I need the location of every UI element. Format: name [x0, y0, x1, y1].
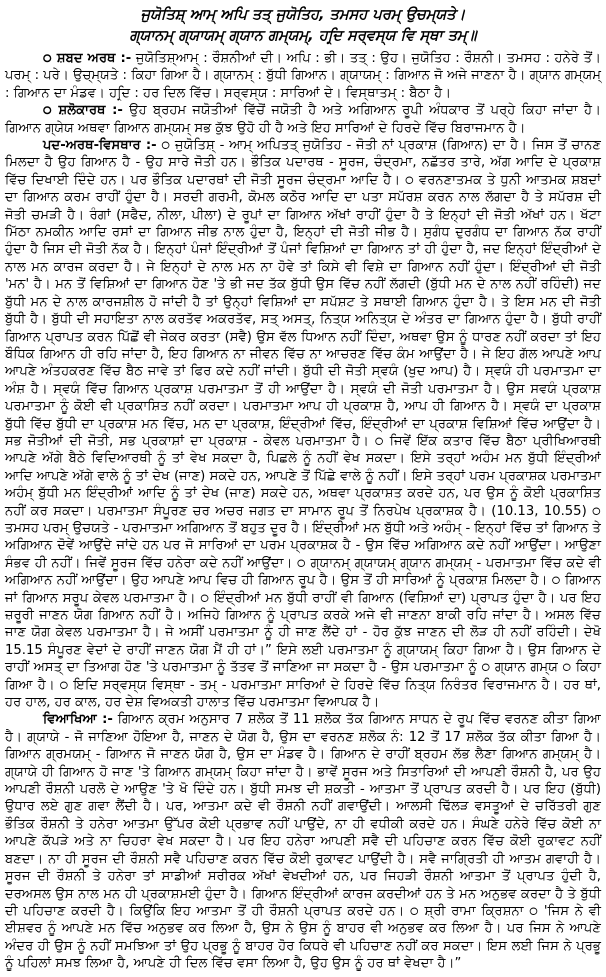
section-pad-arth-visthar-body: ੦ ਜੁਯੋਤਿਸ਼੍ - ਆਮ੍ ਅਪਿਤਤ੍ ਜੁਯੋਤਿਹ - ਜੋਤੀ ਨਾਂ ਪ੍ਰਕਾਸ਼ (ਗਿਆਨ) ਦਾ ਹੈ। ਜਿਸ ਤੋਂ ਚਾਨਣ ਮਿਲਦਾ ਹੈ ਉਹ ਗਿਆਨ ਹੈ - ਉਹ ਸਾਰੇ ਜੋਤੀ ਹਨ। ਭੌਤਿਕ ਪਦਾਰਥ - ਸੂਰਜ, ਚੰਦ੍ਰਮਾ, ਨਛੱਤਰ ਤਾਰੇ, ਅੱਗ ਆਦਿ ਦੇ ਪ੍ਰਕਾਸ਼ ਵਿੱਚ ਦਿਖਾਈ ਦਿੰਦੇ ਹਨ। ਪਰ ਭੌਤਿਕ ਪਦਾਰਥਾਂ ਦੀ ਜੋਤੀ ਸੂਰਜ ਚੰਦ੍ਰਮਾ ਆਦਿ ਹੈ। ੦ ਵਰਨਣਾਤਮਕ ਤੇ ਧੁਨੀ ਆਤਮਕ ਸ਼ਬਦਾਂ ਦਾ ਗਿਆਨ ਕਰਮ ਰਾਹੀਂ ਹੁੰਦਾ ਹੈ। ਸਰਦੀ ਗਰਮੀ, ਕੋਮਲ ਕਠੋਰ ਆਦਿ ਦਾ ਪਤਾ ਸਪੱਰਸ਼ ਕਰਨ ਨਾਲ ਲੱਗਦਾ ਹੈ ਤੇ ਸਪੱਰਸ਼ ਦੀ ਜੋਤੀ ਚਮੜੀ ਹੈ। ਰੰਗਾਂ (ਸਫੈਦ, ਨੀਲਾ, ਪੀਲਾ) ਦੇ ਰੂਪਾਂ ਦਾ ਗਿਆਨ ਅੱਖਾਂ ਰਾਹੀਂ ਹੁੰਦਾ ਹੈ ਤੇ ਇਨ੍ਹਾਂ ਦੀ ਜੋਤੀ ਅੱਖਾਂ ਹਨ। ਖੱਟਾ ਮਿੱਠਾ ਨਮਕੀਨ ਆਦਿ ਰਸਾਂ ਦਾ ਗਿਆਨ ਜੀਭ ਨਾਲ ਹੁੰਦਾ ਹੈ, ਇਨ੍ਹਾਂ ਦੀ ਜੋਤੀ ਜੀਭ ਹੈ। ਸੁਗੰਧ ਦੁਰਗੰਧ ਦਾ ਗਿਆਨ ਨੱਕ ਰਾਹੀਂ ਹੁੰਦਾ ਹੈ ਜਿਸ ਦੀ ਜੋਤੀ ਨੱਕ ਹੈ। ਇਨ੍ਹਾਂ ਪੰਜਾਂ ਇੰਦ੍ਰੀਆਂ ਤੋਂ ਪੰਜਾਂ ਵਿਸ਼ਿਆਂ ਦਾ ਗਿਆਨ ਤਾਂ ਹੀ ਹੁੰਦਾ ਹੈ, ਜਦ ਇਨ੍ਹਾਂ ਇੰਦ੍ਰੀਆਂ ਦੇ ਨਾਲ ਮਨ ਕਾਰਜ ਕਰਦਾ ਹੈ। ਜੇ ਇਨ੍ਹਾਂ ਦੇ ਨਾਲ ਮਨ ਨਾ ਹੋਵੇ ਤਾਂ ਕਿਸੇ ਵੀ ਵਿਸ਼ੇ ਦਾ ਗਿਆਨ ਨਹੀਂ ਹੁੰਦਾ। ਇੰਦ੍ਰੀਆਂ ਦੀ ਜੋਤੀ 'ਮਨ' ਹੈ। ਮਨ ਤੋਂ ਵਿਸ਼ਿਆਂ ਦਾ ਗਿਆਨ ਹੋਣ 'ਤੇ ਭੀ ਜਦ ਤੱਕ ਬੁੱਧੀ ਉਸ ਵਿੱਚ ਨਹੀਂ ਲੱਗਦੀ (ਬੁੱਧੀ ਮਨ ਦੇ ਨਾਲ ਨਹੀਂ ਰਹਿੰਦੀ) ਜਦ ਬੁੱਧੀ ਮਨ ਦੇ ਨਾਲ ਕਾਰਜਸ਼ੀਲ ਹੋ ਜਾਂਦੀ ਹੈ ਤਾਂ ਉਨ੍ਹਾਂ ਵਿਸ਼ਿਆਂ ਦਾ ਸਪੱਸ਼ਟ ਤੇ ਸਥਾਈ ਗਿਆਨ ਹੁੰਦਾ ਹੈ। ਤੇ ਇਸ ਮਨ ਦੀ ਜੋਤੀ ਬੁੱਧੀ ਹੈ। ਬੁੱਧੀ ਦੀ ਸਹਾਇਤਾ ਨਾਲ ਕਰਤੱਵ ਅਕਰਤੱਵ, ਸਤ੍ ਅਸਤ੍, ਨਿਤ੍ਯ ਅਨਿਤ੍ਯ ਦੇ ਅੰਤਰ ਦਾ ਗਿਆਨ ਹੁੰਦਾ ਹੈ। ਬੁੱਧੀ ਰਾਹੀਂ ਗਿਆਨ ਪ੍ਰਾਪਤ ਕਰਨ ਪਿੱਛੋਂ ਵੀ ਜੇਕਰ ਕਰਤਾ (ਸਵੈ) ਉਸ ਵੱਲ ਧਿਆਨ ਨਹੀਂ ਦਿੰਦਾ, ਅਥਵਾ ਉਸ ਨੂੰ ਧਾਰਣ ਨਹੀਂ ਕਰਦਾ ਤਾਂ ਇਹ ਬੌਧਿਕ ਗਿਆਨ ਹੀ ਰਹਿ ਜਾਂਦਾ ਹੈ, ਇਹ ਗਿਆਨ ਨਾ ਜੀਵਨ ਵਿੱਚ ਨਾ ਆਚਰਣ ਵਿੱਚ ਕੰਮ ਆਉਂਦਾ ਹੈ। ਜੇ ਇਹ ਗੱਲ ਆਪਣੇ ਆਪ ਆਪਣੇ ਅੰਤਹਕਰਣ ਵਿੱਚ ਬੈਠ ਜਾਵੇ ਤਾਂ ਫਿਰ ਕਦੇ ਨਹੀਂ ਜਾਂਦੀ। ਬੁੱਧੀ ਦੀ ਜੋਤੀ ਸ੍ਵਯੰ (ਖੁਦ ਆਪ) ਹੈ। ਸ੍ਵਯੰ ਹੀ ਪਰਮਾਤਮਾ ਦਾ ਅੰਸ਼ ਹੈ। ਸ੍ਵਯੰ ਵਿੱਚ ਗਿਆਨ ਪ੍ਰਕਾਸ਼ ਪਰਮਾਤਮਾ ਤੋਂ ਹੀ ਆਉਂਦਾ ਹੈ। ਸ੍ਵਯੰ ਦੀ ਜੋਤੀ ਪਰਮਾਤਮਾ ਹੈ। ਉਸ ਸਵਯੰ ਪ੍ਰਕਾਸ਼ ਪਰਮਾਤਮਾ ਨੂੰ ਕੋਈ ਵੀ ਪ੍ਰਕਾਸ਼ਿਤ ਨਹੀਂ ਕਰਦਾ। ਪਰਮਾਤਮਾ ਆਪ ਹੀ ਪ੍ਰਕਾਸ਼ ਹੈ, ਆਪ ਹੀ ਗਿਆਨ ਹੈ। ਸ੍ਵਯੰ ਦਾ ਪ੍ਰਕਾਸ਼ ਬੁੱਧੀ ਵਿੱਚ ਬੁੱਧੀ ਦਾ ਪ੍ਰਕਾਸ਼ ਮਨ ਵਿੱਚ, ਮਨ ਦਾ ਪ੍ਰਕਾਸ਼, ਇੰਦ੍ਰੀਆਂ ਵਿੱਚ, ਇੰਦ੍ਰੀਆਂ ਦਾ ਪ੍ਰਕਾਸ਼ ਵਿਸ਼ਿਆਂ ਵਿੱਚ ਆਉਂਦਾ ਹੈ। ਸਭ ਜੋਤੀਆਂ ਦੀ ਜੋਤੀ, ਸਭ ਪ੍ਰਕਾਸ਼ਾਂ ਦਾ ਪ੍ਰਕਾਸ਼ - ਕੇਵਲ ਪਰਮਾਤਮਾ ਹੈ। ੦ ਜਿਵੇਂ ਇੱਕ ਕਤਾਰ ਵਿੱਚ ਬੈਠਾ ਪ੍ਰੀਖਿਆਰਥੀ ਆਪਣੇ ਅੱਗੇ ਬੈਠੇ ਵਿਦਿਆਰਥੀ ਨੂੰ ਤਾਂ ਵੇਖ ਸਕਦਾ ਹੈ, ਪਿਛਲੇ ਨੂੰ ਨਹੀਂ ਵੇਖ ਸਕਦਾ। ਇਸੇ ਤਰ੍ਹਾਂ ਅਹੰਮ ਮਨ ਬੁੱਧੀ ਇੰਦ੍ਰੀਆਂ ਆਦਿ ਆਪਣੇ ਅੱਗੇ ਵਾਲੇ ਨੂੰ ਤਾਂ ਦੇਖ (ਜਾਣ) ਸਕਦੇ ਹਨ, ਆਪਣੇ ਤੋਂ ਪਿੱਛੇ ਵਾਲੇ ਨੂੰ ਨਹੀਂ। ਇਸੇ ਤਰ੍ਹਾਂ ਪਰਮ ਪ੍ਰਕਾਸ਼ਕ ਪਰਮਾਤਮਾ ਅਹੰਮ੍ ਬੁੱਧੀ ਮਨ ਇੰਦ੍ਰੀਆਂ ਆਦਿ ਨੂੰ ਤਾਂ ਦੇਖ (ਜਾਣ) ਸਕਦੇ ਹਨ, ਅਥਵਾ ਪ੍ਰਕਾਸ਼ਤ ਕਰਦੇ ਹਨ, ਪਰ ਉਸ ਨੂੰ ਕੋਈ ਪ੍ਰਕਾਸ਼ਿਤ ਨਹੀਂ ਕਰ ਸਕਦਾ। ਪਰਮਾਤਮਾ ਸੰਪੂਰਣ ਚਰ ਅਚਰ ਜਗਤ ਦਾ ਸਾਮਾਨ ਰੂਪ ਤੋਂ ਨਿਰਪੇਖ ਪ੍ਰਕਾਸ਼ਕ ਹੈ। (10.13, 10.55) ੦ ਤਮਸਹ ਪਰਮ੍ ਉਚਯਤੇ - ਪਰਮਾਤਮਾ ਅਗਿਆਨ ਤੋਂ ਬਹੁਤ ਦੂਰ ਹੈ। ਇੰਦ੍ਰੀਆਂ ਮਨ ਬੁੱਧੀ ਅਤੇ ਅਹੰਮ੍ - ਇਨ੍ਹਾਂ ਵਿੱਚ ਤਾਂ ਗਿਆਨ ਤੇ ਅਗਿਆਨ ਦੋਵੇਂ ਆਉਂਦੇ ਜਾਂਦੇ ਹਨ ਪਰ ਜੋ ਸਾਰਿਆਂ ਦਾ ਪਰਮ ਪ੍ਰਕਾਸ਼ਕ ਹੈ - ਉਸ ਵਿੱਚ ਅਗਿਆਨ ਕਦੇ ਨਹੀਂ ਆਉਂਦਾ। ਆਉਣਾ ਸੰਭਵ ਹੀ ਨਹੀਂ। ਜਿਵੇਂ ਸੂਰਜ ਵਿੱਚ ਹਨੇਰਾ ਕਦੇ ਨਹੀਂ ਆਉਂਦਾ। ੦ ਗ੍ਯਾਨਮ੍ ਗ੍ਯਾਯਮ੍ ਗ੍ਯਾਨ ਗਮ੍ਯਮ੍ - ਪਰਮਾਤਮਾ ਵਿੱਚ ਕਦੇ ਵੀ ਅਗਿਆਨ ਨਹੀਂ ਆਉਂਦਾ। ਉਹ ਆਪਣੇ ਆਪ ਵਿਚ ਹੀ ਗਿਆਨ ਰੂਪ ਹੈ। ਉਸ ਤੋਂ ਹੀ ਸਾਰਿਆਂ ਨੂੰ ਪ੍ਰਕਾਸ਼ ਮਿਲਦਾ ਹੈ। ੦ ਗਿਆਨ ਜਾਂ ਗਿਆਨ ਸਰੂਪ ਕੇਵਲ ਪਰਮਾਤਮਾ ਹੈ। ੦ ਇੰਦ੍ਰੀਆਂ ਮਨ ਬੁੱਧੀ ਰਾਹੀਂ ਵੀ ਗਿਆਨ (ਵਿਸ਼ਿਆਂ ਦਾ) ਪ੍ਰਾਪਤ ਹੁੰਦਾ ਹੈ। ਪਰ ਇਹ ਜ਼ਰੂਰੀ ਜਾਣਨ ਯੋਗ ਗਿਆਨ ਨਹੀਂ ਹੈ। ਅਜਿਹੇ ਗਿਆਨ ਨੂੰ ਪ੍ਰਾਪਤ ਕਰਕੇ ਅਜੇ ਵੀ ਜਾਣਨਾ ਬਾਕੀ ਰਹਿ ਜਾਂਦਾ ਹੈ। ਅਸਲ ਵਿੱਚ ਜਾਣ ਯੋਗ ਕੇਵਲ ਪਰਮਾਤਮਾ ਹੈ। ਜੇ ਅਸੀਂ ਪਰਮਾਤਮਾ ਨੂੰ ਹੀ ਜਾਣ ਲੈਂਦੇ ਹਾਂ - ਹੋਰ ਕੁੱਝ ਜਾਣਨ ਦੀ ਲੋੜ ਹੀ ਨਹੀਂ ਰਹਿੰਦੀ। ਦੇਖੋ 15.15 ਸੰਪੂਰਣ ਵੇਦਾਂ ਦੇ ਰਾਹੀਂ ਜਾਣਨ ਯੋਗ ਮੈਂ ਹੀ ਹਾਂ।” ਇਸੇ ਲਈ ਪਰਮਾਤਮਾ ਨੂੰ ਗ੍ਯਾਯਮ੍ ਕਿਹਾ ਗਿਆ ਹੈ। ਉਸ ਗਿਆਨ ਦੇ ਰਾਹੀਂ ਅਸਤ੍ ਦਾ ਤਿਆਗ ਹੋਣ 'ਤੇ ਪਰਮਾਤਮਾ ਨੂੰ ਤੱਤਵ ਤੋਂ ਜਾਣਿਆ ਜਾ ਸਕਦਾ ਹੈ - ਉਸ ਪਰਮਾਤਮਾ ਨੂੰ ੦ ਗ੍ਯਾਨ ਗਮ੍ਯ ੦ ਕਿਹਾ ਗਿਆ ਹੈ। ੦ ਇਦਿ ਸਰ੍ਵਸ੍ਯ ਵਿਸ੍ਥਾ - ਤਮ੍ - ਪਰਮਾਤਮਾ ਸਾਰਿਆਂ ਦੇ ਹਿਰਦੇ ਵਿੱਚ ਨਿਤ੍ਯ ਨਿਰੰਤਰ ਵਿਰਾਜਮਾਨ ਹੈ। ਹਰ ਥਾਂ, ਹਰ ਹਾਲ, ਹਰ ਕਾਲ, ਹਰ ਦੇਸ਼ ਵਿਅਕਤੀ ਹਾਲਾਤ ਵਿੱਚ ਪਰਮਾਤਮਾ ਵਿਆਪਕ ਹੈ। [5, 138, 601, 711]
section-viakhia [5, 711, 601, 972]
section-shlokarth-body: ਉਹ ਬ੍ਰਹਮ ਜਯੋਤੀਆਂ ਵਿੱਚੋਂ ਜਯੋਤੀ ਹੈ ਅਤੇ ਅਗਿਆਨ ਰੂਪੀ ਅੰਧਕਾਰ ਤੋਂ ਪਰ੍ਹੇ ਕਿਹਾ ਜਾਂਦਾ ਹੈ। ਗਿਆਨ ਗ੍ਯੇਯ ਅਥਵਾ ਗਿਆਨ ਗਮ੍ਯਮ੍ ਸਭ ਕੁੱਝ ਉਹੋ ਹੀ ਹੈ ਅਤੇ ਇਹ ਸਾਰਿਆਂ ਦੇ ਹਿਰਦੇ ਵਿੱਚ ਬਿਰਾਜਮਾਨ ਹੈ। [5, 103, 601, 136]
section-shlokarth [5, 102, 601, 137]
section-viakhia-heading: ਵਿਆਖਿਆ :- [43, 712, 113, 728]
section-pad-arth-visthar-heading: ਪਦ-ਅਰਥ-ਵਿਸਥਾਰ :- [43, 138, 157, 154]
shloka-header [5, 4, 601, 46]
section-shabad-arth [5, 50, 601, 102]
section-shabad-arth-body: ਜੁਯੋਤਿਸ਼੍ਆਮ੍ : ਰੌਸ਼ਨੀਆਂ ਦੀ। ਅਪਿ : ਭੀ। ਤਤ੍ : ਉਹ। ਜੁਯੋਤਿਹ : ਰੌਸ਼ਨੀ। ਤਮਸਹ : ਹਨੇਰੇ ਤੋਂ। ਪਰਮ੍ : ਪਰੇ। ਉਚ੍ਮ੍ਯਤੇ : ਕਿਹਾ ਗਿਆ ਹੈ। ਗ੍ਯਾਨਮ੍ : ਬੁੱਧੀ ਗਿਆਨ। ਗ੍ਯਾਯਮ੍ : ਗਿਆਨ ਜੋ ਅਜੇ ਜਾਣਨਾ ਹੈ। ਗ੍ਯਾਨ ਗਮ੍ਯਮ੍ : ਗਿਆਨ ਦਾ ਮੰਡਵ। ਹਰ੍ਦਿ : ਹਰ ਦਿਲ ਵਿੱਚ। ਸਰ੍ਵਸ੍ਯ : ਸਾਰਿਆਂ ਦੇ। ਵਿਸ੍ਥਾਤਮ੍ : ਬੈਠਾ ਹੈ। [5, 51, 601, 101]
section-shabad-arth-heading: ੦ ਸ਼ਬਦ ਅਰਥ :- [43, 51, 132, 66]
shloka-line-2: ਗ੍ਯਾਨਮ੍ ਗ੍ਯਾਯਮ੍ ਗ੍ਯਾਨ ਗਮ੍ਯਮ੍, ਹਰ੍ਦਿ ਸਰ੍ਵਸ੍ਯ ਵਿ ਸ੍ਥਾ ਤਮ੍॥ [129, 27, 477, 44]
section-viakhia-body: ਗਿਆਨ ਕ੍ਰਮ ਅਨੁਸਾਰ 7 ਸ਼ਲੋਕ ਤੋਂ 11 ਸ਼ਲੋਕ ਤੱਕ ਗਿਆਨ ਸਾਧਨ ਦੇ ਰੂਪ ਵਿੱਚ ਵਰਨਣ ਕੀਤਾ ਗਿਆ ਹੈ। ਗ੍ਯਾਯੇ - ਜੋ ਜਾਣਿਆ ਹੋਇਆ ਹੈ, ਜਾਣਨ ਦੇ ਯੋਗ ਹੈ, ਉਸ ਦਾ ਵਰਨਣ ਸ਼ਲੋਕ ਨੰ: 12 ਤੋਂ 17 ਸ਼ਲੋਕ ਤੱਕ ਕੀਤਾ ਗਿਆ ਹੈ। ਗਿਆਨ ਗ੍ਰਮਯਮ੍ - ਗਿਆਨ ਜੋ ਜਾਣਨ ਯੋਗ ਹੈ, ਉਸ ਦਾ ਮੰਡਵ ਹੈ। ਗਿਆਨ ਦੇ ਰਾਹੀਂ ਬ੍ਰਹਮ ਲੱਭ ਲੈਣਾ ਗਿਆਨ ਗਮ੍ਯਮ੍ ਹੈ। ਗ੍ਯਾਯੇ ਹੀ ਗਿਆਨ ਹੋ ਜਾਣ 'ਤੇ ਗਿਆਨ ਗਮ੍ਯਮ੍ ਕਿਹਾ ਜਾਂਦਾ ਹੈ। ਭਾਵੇਂ ਸੂਰਜ ਅਤੇ ਸਿਤਾਰਿਆਂ ਦੀ ਆਪਣੀ ਰੌਸ਼ਨੀ ਹੈ, ਪਰ ਉਹ ਆਪਣੀ ਰੌਸ਼ਨੀ ਪਰਲੋ ਦੇ ਆਉਣ 'ਤੇ ਖੋ ਦਿੰਦੇ ਹਨ। ਬੁੱਧੀ ਸਮਝ ਦੀ ਸ਼ਕਤੀ - ਆਤਮਾ ਤੋਂ ਪ੍ਰਾਪਤ ਕਰਦੀ ਹੈ। ਪਰ ਇਹ (ਬੁੱਧੀ) ਉਧਾਰ ਲਏ ਗੁਣ ਗਵਾ ਲੈਂਦੀ ਹੈ। ਪਰ, ਆਤਮਾ ਕਦੇ ਵੀ ਰੌਸ਼ਨੀ ਨਹੀਂ ਗਵਾਉਂਦੀ। ਆਲਸੀ ਢਿੱਲੜ ਵਸਤੂਆਂ ਦੇ ਚਰਿੱਤਰੀ ਗੁਣ ਭੌਤਿਕ ਰੌਸ਼ਨੀ ਤੇ ਹਨੇਰਾ ਆਤਮਾ ਉੱਪਰ ਕੋਈ ਪ੍ਰਭਾਵ ਨਹੀਂ ਪਾਉਂਦੇ, ਨਾ ਹੀ ਵਧੀਕੀ ਕਰਦੇ ਹਨ। ਸੰਘਣੇ ਹਨੇਰੇ ਵਿੱਚ ਕੋਈ ਨਾ ਆਪਣੇ ਕੱਪੜੇ ਅਤੇ ਨਾ ਚਿਹਰਾ ਵੇਖ ਸਕਦਾ ਹੈ। ਪਰ ਇਹ ਹਨੇਰਾ ਆਪਣੀ ਸਵੈ ਦੀ ਪਹਿਚਾਣ ਕਰਨ ਵਿੱਚ ਕੋਈ ਰੁਕਾਵਟ ਨਹੀਂ ਬਣਦਾ। ਨਾ ਹੀ ਸੂਰਜ ਦੀ ਰੌਸ਼ਨੀ ਸਵੈ ਪਹਿਚਾਣ ਕਰਨ ਵਿੱਚ ਕੋਈ ਰੁਕਾਵਟ ਪਾਉਂਦੀ ਹੈ। ਸਵੈ ਜਾਗ੍ਰਿਤੀ ਹੀ ਆਤਮ ਗਵਾਹੀ ਹੈ। ਸੂਰਜ ਦੀ ਰੌਸ਼ਨੀ ਤੇ ਹਨੇਰਾ ਤਾਂ ਸਾਡੀਆਂ ਸਰੀਰਕ ਅੱਖਾਂ ਵੇਖਦੀਆਂ ਹਨ, ਪਰ ਜਿਹੜੀ ਰੌਸ਼ਨੀ ਆਤਮਾ ਤੋਂ ਪ੍ਰਾਪਤ ਹੁੰਦੀ ਹੈ, ਦਰਅਸਲ ਉਸ ਨਾਲ ਮਨ ਹੀ ਪ੍ਰਕਾਸ਼ਮਈ ਹੁੰਦਾ ਹੈ। ਗਿਆਨ ਇੰਦ੍ਰੀਆਂ ਕਾਰਜ ਕਰਦੀਆਂ ਹਨ ਤੇ ਮਨ ਅਨੁਭਵ ਕਰਦਾ ਹੈ ਤੇ ਬੁੱਧੀ ਦੀ ਪਹਿਚਾਣ ਕਰਦੀ ਹੈ। ਕਿਉਂਕਿ ਇਹ ਆਤਮਾ ਤੋਂ ਹੀ ਰੌਸ਼ਨੀ ਪ੍ਰਾਪਤ ਕਰਦੇ ਹਨ। ੦ ਸ਼੍ਰੀ ਰਾਮਾ ਕ੍ਰਿਸ਼ਨਾ ੦ 'ਜਿਸ ਨੇ ਵੀ ਈਸ਼ਵਰ ਨੂੰ ਆਪਣੇ ਮਨ ਵਿੱਚ ਅਨੁਭਵ ਕਰ ਲਿਆ ਹੈ, ਉਸ ਨੇ ਉਸ ਨੂੰ ਬਾਹਰ ਵੀ ਅਨੁਭਵ ਕਰ ਲਿਆ ਹੈ। ਪਰ ਜਿਸ ਨੇ ਆਪਣੇ ਅੰਦਰ ਹੀ ਉਸ ਨੂੰ ਨਹੀਂ ਸਮਝਿਆ ਤਾਂ ਉਹ ਪ੍ਰਭੂ ਨੂੰ ਬਾਹਰ ਹੋਰ ਕਿਧਰੇ ਵੀ ਪਹਿਚਾਣ ਨਹੀਂ ਕਰ ਸਕਦਾ। ਇਸ ਲਈ ਜਿਸ ਨੇ ਪ੍ਰਭੂ ਨੂੰ ਪਹਿਲਾਂ ਸਮਝ ਲਿਆ ਹੈ, ਆਪਣੇ ਹੀ ਦਿਲ ਵਿੱਚ ਵਸਾ ਲਿਆ ਹੈ, ਉਹ ਉਸ ਨੂੰ ਹਰ ਥਾਂ ਵੇਖਦਾ ਹੈ।” [5, 712, 601, 972]
section-shlokarth-heading: ੦ ਸ਼ਲੋਕਾਰਥ :- [43, 103, 123, 119]
shloka-line-1: ਜੁਯੋਤਿਸ਼੍ ਆਮ੍ ਅਪਿ ਤਤ੍ ਜੁਯੋਤਿਹ, ਤਮਸਹ ਪਰਮ੍ ਉਚਮ੍ਯਤੇ। [140, 6, 466, 23]
section-pad-arth-visthar [5, 137, 601, 711]
